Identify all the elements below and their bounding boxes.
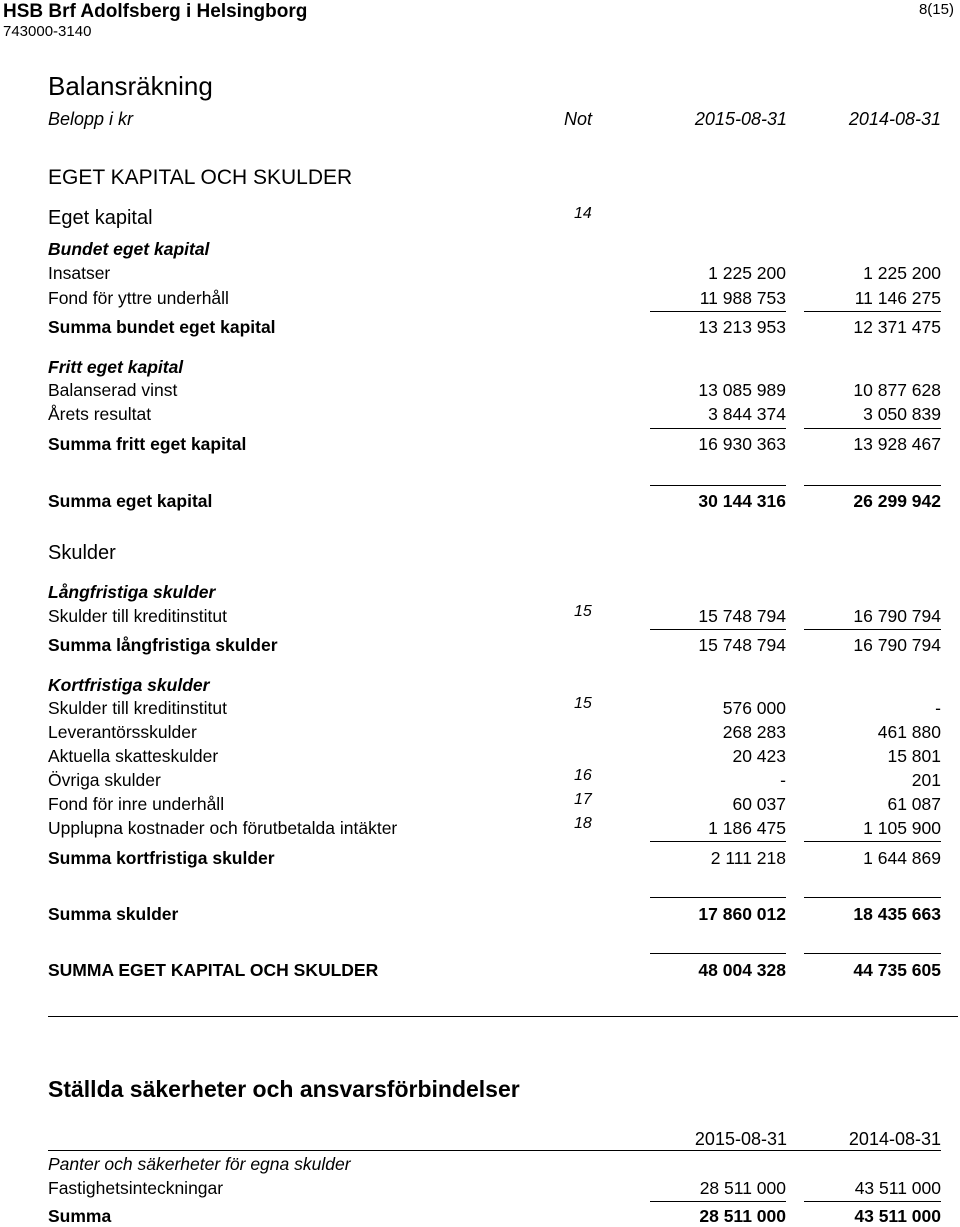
value-2014: 43 511 000	[854, 1178, 941, 1198]
row-label: Fond för inre underhåll	[48, 794, 225, 814]
underline	[804, 953, 941, 954]
section-title: EGET KAPITAL OCH SKULDER	[48, 166, 353, 189]
note-ref: 17	[574, 791, 592, 808]
note-ref: 18	[574, 815, 592, 832]
table-row	[48, 605, 941, 627]
value-2015: 20 423	[732, 746, 786, 766]
value-2015: -	[780, 770, 786, 790]
value-2015: 1 225 200	[708, 263, 786, 283]
value-2014: 44 735 605	[853, 960, 941, 980]
table-row	[48, 769, 941, 791]
underline	[650, 428, 786, 429]
value-2014: 15 801	[887, 746, 941, 766]
row-label: Leverantörsskulder	[48, 722, 197, 742]
table-row	[48, 817, 941, 839]
value-2015: 1 186 475	[708, 818, 786, 838]
debts-heading: Skulder	[48, 542, 116, 564]
value-2015: 11 988 753	[699, 288, 786, 308]
value-2014: 16 790 794	[853, 635, 941, 655]
row-label: Aktuella skatteskulder	[48, 746, 219, 766]
table-row	[48, 287, 941, 309]
row-label: Fritt eget kapital	[48, 357, 184, 377]
column-header-2015: 2015-08-31	[694, 1129, 787, 1149]
organization-name: HSB Brf Adolfsberg i Helsingborg	[3, 1, 308, 22]
value-2015: 15 748 794	[698, 606, 786, 626]
value-2015: 15 748 794	[698, 635, 786, 655]
row-label: Övriga skulder	[48, 770, 161, 790]
row-label: Summa kortfristiga skulder	[48, 848, 275, 868]
subtotal-row	[48, 634, 941, 656]
divider	[48, 1016, 958, 1017]
table-row	[48, 262, 941, 284]
row-label: Summa	[48, 1206, 112, 1226]
value-2014: 13 928 467	[853, 434, 941, 454]
underline	[804, 841, 941, 842]
note-ref: 15	[574, 603, 592, 620]
value-2014: 10 877 628	[853, 380, 941, 400]
total-row	[48, 903, 941, 925]
row-label: Summa bundet eget kapital	[48, 317, 276, 337]
page-number: 8(15)	[918, 1, 954, 18]
underline	[804, 311, 941, 312]
underline	[804, 897, 941, 898]
value-2015: 16 930 363	[698, 434, 786, 454]
value-2015: 268 283	[722, 722, 786, 742]
row-label: Skulder till kreditinstitut	[48, 606, 227, 626]
divider	[48, 1150, 941, 1151]
pledged-title: Ställda säkerheter och ansvarsförbindelser	[48, 1076, 520, 1102]
subheading-row	[48, 1153, 941, 1175]
section-label-short-term	[48, 674, 941, 696]
row-label: Fastighetsinteckningar	[48, 1178, 224, 1198]
value-2014: 11 146 275	[854, 288, 941, 308]
subtotal-row	[48, 847, 941, 869]
row-label: Balanserad vinst	[48, 380, 178, 400]
table-row	[48, 1177, 941, 1199]
underline	[650, 897, 786, 898]
row-label: Upplupna kostnader och förutbetalda intäkter	[48, 818, 398, 838]
underline	[650, 841, 786, 842]
subtotal-row	[48, 316, 941, 338]
table-row	[48, 403, 941, 425]
row-label: Kortfristiga skulder	[48, 675, 210, 695]
underline	[804, 1201, 941, 1202]
row-label: Bundet eget kapital	[48, 239, 210, 259]
value-2014: 12 371 475	[853, 317, 941, 337]
table-row	[48, 793, 941, 815]
value-2015: 2 111 218	[710, 848, 786, 868]
column-header-note: Not	[564, 109, 593, 129]
value-2014: 461 880	[877, 722, 941, 742]
value-2015: 28 511 000	[699, 1206, 786, 1226]
value-2014: 61 087	[887, 794, 941, 814]
value-2014: 201	[911, 770, 941, 790]
row-label: Summa eget kapital	[48, 491, 213, 511]
organization-number: 743000-3140	[3, 23, 92, 40]
page-title: Balansräkning	[48, 71, 213, 101]
value-2014: 1 105 900	[863, 818, 941, 838]
underline	[804, 428, 941, 429]
row-label: Fond för yttre underhåll	[48, 288, 229, 308]
row-label: Summa skulder	[48, 904, 179, 924]
row-label: Panter och säkerheter för egna skulder	[48, 1154, 351, 1174]
value-2015: 13 085 989	[698, 380, 786, 400]
note-ref: 15	[574, 695, 592, 712]
column-header-amount: Belopp i kr	[48, 109, 134, 129]
equity-note: 14	[574, 205, 592, 222]
row-label: Årets resultat	[48, 404, 152, 424]
table-row	[48, 697, 941, 719]
value-2015: 13 213 953	[698, 317, 786, 337]
total-row	[48, 490, 941, 512]
value-2014: 43 511 000	[854, 1206, 941, 1226]
total-row	[48, 1205, 941, 1227]
note-ref: 16	[574, 767, 592, 784]
underline	[650, 629, 786, 630]
column-header-2015: 2015-08-31	[694, 109, 787, 129]
value-2015: 17 860 012	[698, 904, 786, 924]
row-label: Summa fritt eget kapital	[48, 434, 247, 454]
underline	[804, 629, 941, 630]
table-row	[48, 379, 941, 401]
value-2015: 576 000	[722, 698, 786, 718]
table-row	[48, 745, 941, 767]
value-2014: 3 050 839	[863, 404, 941, 424]
section-label-restricted	[48, 238, 941, 260]
value-2015: 60 037	[732, 794, 786, 814]
section-label-long-term	[48, 581, 941, 603]
underline	[804, 485, 941, 486]
value-2014: 26 299 942	[853, 491, 941, 511]
value-2014: 1 644 869	[863, 848, 941, 868]
value-2014: 1 225 200	[863, 263, 941, 283]
section-label-free	[48, 356, 941, 378]
value-2015: 3 844 374	[708, 404, 786, 424]
value-2014: 16 790 794	[853, 606, 941, 626]
column-header-2014: 2014-08-31	[848, 109, 941, 129]
underline	[650, 1201, 786, 1202]
value-2015: 30 144 316	[698, 491, 786, 511]
value-2015: 48 004 328	[698, 960, 786, 980]
row-label: Summa långfristiga skulder	[48, 635, 278, 655]
row-label: Insatser	[48, 263, 111, 283]
row-label: Långfristiga skulder	[48, 582, 216, 602]
underline	[650, 953, 786, 954]
equity-heading: Eget kapital	[48, 207, 153, 229]
value-2014: 18 435 663	[853, 904, 941, 924]
underline	[650, 311, 786, 312]
column-header-2014: 2014-08-31	[848, 1129, 941, 1149]
row-label: Skulder till kreditinstitut	[48, 698, 227, 718]
value-2014: -	[935, 698, 941, 718]
table-row	[48, 721, 941, 743]
row-label: SUMMA EGET KAPITAL OCH SKULDER	[48, 960, 379, 980]
subtotal-row	[48, 433, 941, 455]
value-2015: 28 511 000	[699, 1178, 786, 1198]
grand-total-row	[48, 959, 941, 981]
underline	[650, 485, 786, 486]
